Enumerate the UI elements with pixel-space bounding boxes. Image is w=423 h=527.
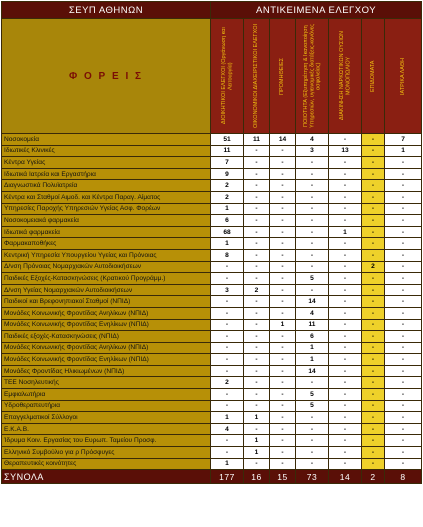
table-row xyxy=(2,400,422,412)
table-cell: 14 xyxy=(296,365,329,377)
left-title: ΣΕΥΠ ΑΘΗΝΩΝ xyxy=(2,2,211,19)
table-cell: - xyxy=(244,389,270,401)
table-cell: - xyxy=(385,342,422,354)
table-cell: - xyxy=(244,354,270,366)
table-cell: - xyxy=(362,319,385,331)
table-cell: - xyxy=(296,249,329,261)
table-cell: 8 xyxy=(211,249,244,261)
table-row xyxy=(2,203,422,215)
table-cell: - xyxy=(211,389,244,401)
table-cell: 2 xyxy=(211,377,244,389)
table-cell: - xyxy=(385,296,422,308)
table-cell: - xyxy=(244,168,270,180)
table-cell: 9 xyxy=(211,168,244,180)
row-label: Μονάδες Κοινωνικής Φροντίδας Ενηλίκων (ΝΠΙΔ) xyxy=(2,354,211,366)
table-cell: 1 xyxy=(211,458,244,470)
table-cell: 2 xyxy=(211,180,244,192)
table-cell: - xyxy=(385,389,422,401)
table-cell: - xyxy=(296,423,329,435)
table-cell: - xyxy=(244,307,270,319)
total-cell: 177 xyxy=(211,470,244,484)
table-cell: - xyxy=(296,191,329,203)
totals-row xyxy=(2,470,422,484)
table-cell: - xyxy=(362,412,385,424)
row-label: Ιδιωτικά φαρμακεία xyxy=(2,226,211,238)
column-header-4-text: ΠΟΙΟΤΗΤΑ (Εξυπηρέτηση & Ικανοποίηση Υπηρεσιών, υγιεινομικές διατάξεις-κανόνες ασφαλείας) xyxy=(302,24,322,128)
table-row xyxy=(2,412,422,424)
table-cell: 7 xyxy=(385,134,422,146)
table-cell: - xyxy=(385,226,422,238)
table-cell: - xyxy=(329,389,362,401)
table-row xyxy=(2,157,422,169)
table-cell: - xyxy=(296,447,329,459)
table-cell: 1 xyxy=(211,203,244,215)
row-label: Δ/νση Υγείας Νομαρχιακών Αυτοδιοικήσεων xyxy=(2,284,211,296)
table-cell: - xyxy=(362,307,385,319)
table-cell: - xyxy=(329,191,362,203)
table-cell: - xyxy=(270,180,296,192)
table-cell: - xyxy=(362,134,385,146)
table-cell: 2 xyxy=(244,284,270,296)
row-label: Ιδιωτικά Ιατρεία και Εργαστήρια xyxy=(2,168,211,180)
table-cell: - xyxy=(270,249,296,261)
table-cell: 1 xyxy=(385,145,422,157)
table-row xyxy=(2,145,422,157)
table-cell: - xyxy=(296,435,329,447)
table-cell: 4 xyxy=(296,134,329,146)
table-cell: - xyxy=(362,342,385,354)
table-cell: - xyxy=(385,447,422,459)
table-cell: - xyxy=(329,458,362,470)
column-header-7 xyxy=(385,19,422,134)
table-row xyxy=(2,435,422,447)
table-cell: - xyxy=(329,365,362,377)
table-cell: - xyxy=(385,423,422,435)
table-cell: - xyxy=(362,203,385,215)
table-cell: 5 xyxy=(296,389,329,401)
column-header-1 xyxy=(211,19,244,134)
table-cell: - xyxy=(362,296,385,308)
table-cell: - xyxy=(385,377,422,389)
table-row xyxy=(2,134,422,146)
table-cell: - xyxy=(244,215,270,227)
table-cell: - xyxy=(270,331,296,343)
table-cell: - xyxy=(270,365,296,377)
table-cell: - xyxy=(362,284,385,296)
table-cell: - xyxy=(211,307,244,319)
table-cell: - xyxy=(329,249,362,261)
table-cell: - xyxy=(329,435,362,447)
table-cell: - xyxy=(385,319,422,331)
table-row xyxy=(2,389,422,401)
total-cell: 15 xyxy=(270,470,296,484)
table-cell: - xyxy=(329,273,362,285)
table-cell: - xyxy=(211,400,244,412)
row-label: Κέντρα και Σταθμοί Αιμοδ. και Κέντρα Παραγ. Αίματος xyxy=(2,191,211,203)
table-row xyxy=(2,354,422,366)
table-cell: - xyxy=(211,354,244,366)
table-cell: - xyxy=(244,273,270,285)
row-label: Ιδιωτικές Κλινικές xyxy=(2,145,211,157)
total-cell: 8 xyxy=(385,470,422,484)
table-cell: 13 xyxy=(329,145,362,157)
table-cell: - xyxy=(270,342,296,354)
table-cell: - xyxy=(270,157,296,169)
table-cell: - xyxy=(329,377,362,389)
table-cell: 2 xyxy=(211,191,244,203)
row-label: Υπηρεσίες Παροχής Υπηρεσιών Υγείας Ασφ. Φορέων xyxy=(2,203,211,215)
table-cell: - xyxy=(244,145,270,157)
row-label: Υδροθεραπευτήρια xyxy=(2,400,211,412)
table-cell: - xyxy=(362,238,385,250)
table-cell: - xyxy=(296,203,329,215)
row-label: Διαγνωστικά Πολυϊατρεία xyxy=(2,180,211,192)
column-header-6-text: ΕΠΙΔΟΜΑΤΑ xyxy=(369,60,376,92)
table-cell: - xyxy=(329,447,362,459)
column-header-5 xyxy=(329,19,362,134)
table-cell: 3 xyxy=(211,284,244,296)
row-label: Ελληνικό Συμβούλιο για ρ Πρόσφυγες xyxy=(2,447,211,459)
table-row xyxy=(2,423,422,435)
row-label: Επαγγελματικοί Σύλλογοι xyxy=(2,412,211,424)
title-band xyxy=(2,2,422,19)
row-label: ΤΕΕ Νοσηλευτικής xyxy=(2,377,211,389)
table-row xyxy=(2,296,422,308)
table-cell: - xyxy=(385,458,422,470)
table-cell: - xyxy=(211,447,244,459)
table-cell: - xyxy=(244,296,270,308)
table-cell: - xyxy=(296,168,329,180)
table-cell: - xyxy=(385,180,422,192)
table-cell: 5 xyxy=(296,273,329,285)
table-cell: - xyxy=(385,412,422,424)
table-row xyxy=(2,365,422,377)
table-cell: - xyxy=(270,354,296,366)
table-cell: 14 xyxy=(270,134,296,146)
foreis-label: Φ Ο Ρ Ε Ι Σ xyxy=(2,19,211,134)
total-cell: 73 xyxy=(296,470,329,484)
table-row xyxy=(2,261,422,273)
table-cell: - xyxy=(385,435,422,447)
column-header-1-text: ΔΙΟΙΚΗΤΙΚΟΙ ΕΛΕΓΧΟΙ (Οργάνωση και Λειτουργία) xyxy=(220,27,233,125)
table-cell: - xyxy=(329,261,362,273)
column-header-4 xyxy=(296,19,329,134)
table-cell: - xyxy=(385,284,422,296)
table-cell: - xyxy=(244,191,270,203)
table-row xyxy=(2,249,422,261)
row-label: Νοσοκομεία xyxy=(2,134,211,146)
table-cell: - xyxy=(270,377,296,389)
table-cell: - xyxy=(270,458,296,470)
table-cell: - xyxy=(270,435,296,447)
table-row xyxy=(2,215,422,227)
total-cell: 2 xyxy=(362,470,385,484)
table-cell: - xyxy=(296,215,329,227)
table-cell: - xyxy=(244,249,270,261)
table-row xyxy=(2,331,422,343)
table-cell: - xyxy=(362,215,385,227)
table-cell: - xyxy=(244,203,270,215)
table-cell: 6 xyxy=(296,331,329,343)
table-cell: - xyxy=(244,261,270,273)
table-cell: 1 xyxy=(270,319,296,331)
table-row xyxy=(2,168,422,180)
table-cell: - xyxy=(270,307,296,319)
table-cell: - xyxy=(329,307,362,319)
table-cell: - xyxy=(362,168,385,180)
table-cell: 68 xyxy=(211,226,244,238)
table-row xyxy=(2,447,422,459)
table-cell: - xyxy=(329,168,362,180)
table-cell: - xyxy=(270,168,296,180)
table-cell: - xyxy=(362,331,385,343)
table-row xyxy=(2,377,422,389)
table-cell: 5 xyxy=(296,400,329,412)
table-cell: - xyxy=(362,354,385,366)
table-cell: - xyxy=(244,180,270,192)
table-cell: - xyxy=(385,238,422,250)
column-header-3-text: ΠΡΟΜΗΘΕΙΕΣ xyxy=(279,57,286,95)
inspection-table xyxy=(1,1,422,484)
table-cell: - xyxy=(362,400,385,412)
table-row xyxy=(2,273,422,285)
table-cell: - xyxy=(270,191,296,203)
table-cell: - xyxy=(270,389,296,401)
table-cell: - xyxy=(362,377,385,389)
table-cell: 1 xyxy=(296,354,329,366)
table-cell: - xyxy=(385,191,422,203)
table-row xyxy=(2,307,422,319)
table-cell: 1 xyxy=(296,342,329,354)
table-cell: - xyxy=(362,180,385,192)
table-cell: - xyxy=(385,365,422,377)
table-cell: - xyxy=(270,273,296,285)
table-cell: - xyxy=(211,342,244,354)
column-header-3 xyxy=(270,19,296,134)
row-label: Εμφιαλωτήρια xyxy=(2,389,211,401)
table-cell: 3 xyxy=(296,145,329,157)
table-cell: - xyxy=(362,365,385,377)
total-cell: 16 xyxy=(244,470,270,484)
row-label: Μονάδες Κοινωνικής Φροντίδας Ανηλίκων (ΝΠΙΔ) xyxy=(2,307,211,319)
table-cell: - xyxy=(362,157,385,169)
table-cell: - xyxy=(329,331,362,343)
table-cell: - xyxy=(329,412,362,424)
table-cell: - xyxy=(270,261,296,273)
table-cell: - xyxy=(385,157,422,169)
table-cell: - xyxy=(270,145,296,157)
table-cell: - xyxy=(296,261,329,273)
row-label: Παιδικοί και Βρεφονηπιακοί Σταθμοί (ΝΠΙΔ) xyxy=(2,296,211,308)
row-label: Μονάδες Κοινωνικής Φροντίδας Ενηλίκων (ΝΠΙΔ) xyxy=(2,319,211,331)
row-label: Θεραπευτικές κοινότητες xyxy=(2,458,211,470)
table-cell: - xyxy=(244,319,270,331)
row-label: Δ/νση Πρόνοιας Νομαρχιακών Αυτοδιοικήσεων xyxy=(2,261,211,273)
table-cell: 14 xyxy=(296,296,329,308)
table-cell: - xyxy=(296,180,329,192)
table-cell: - xyxy=(362,458,385,470)
table-cell: - xyxy=(385,307,422,319)
table-cell: - xyxy=(362,389,385,401)
row-label: Ίδρυμα Κοιν. Εργασίας του Ευρωπ. Ταμείου Προσφ. xyxy=(2,435,211,447)
table-cell: - xyxy=(362,273,385,285)
table-cell: 4 xyxy=(296,307,329,319)
table-cell: 4 xyxy=(211,423,244,435)
table-cell: - xyxy=(362,447,385,459)
table-cell: - xyxy=(270,447,296,459)
table-cell: - xyxy=(329,296,362,308)
table-cell: - xyxy=(329,215,362,227)
table-cell: - xyxy=(296,157,329,169)
table-cell: - xyxy=(244,423,270,435)
table-cell: - xyxy=(244,377,270,389)
table-row xyxy=(2,226,422,238)
table-cell: - xyxy=(211,365,244,377)
table-cell: 11 xyxy=(244,134,270,146)
table-row xyxy=(2,342,422,354)
row-label: Μονάδες Φροντίδας Ηλικιωμένων (ΝΠΙΔ) xyxy=(2,365,211,377)
table-cell: 1 xyxy=(211,412,244,424)
table-cell: - xyxy=(270,284,296,296)
table-cell: - xyxy=(385,400,422,412)
table-cell: - xyxy=(211,296,244,308)
table-cell: - xyxy=(270,203,296,215)
table-cell: 6 xyxy=(211,215,244,227)
table-cell: - xyxy=(270,238,296,250)
row-label: Κεντρική Υπηρεσία Υπουργείου Υγείας και Πρόνοιας xyxy=(2,249,211,261)
table-row xyxy=(2,319,422,331)
table-cell: 1 xyxy=(244,447,270,459)
table-cell: - xyxy=(329,238,362,250)
totals-label: ΣΥΝΟΛΑ xyxy=(2,470,211,484)
row-label: Μονάδες Κοινωνικής Φροντίδας Ανηλίκων (ΝΠΙΔ) xyxy=(2,342,211,354)
table-cell: - xyxy=(270,412,296,424)
table-row xyxy=(2,238,422,250)
table-cell: - xyxy=(385,354,422,366)
table-cell: - xyxy=(211,261,244,273)
table-cell: - xyxy=(211,331,244,343)
table-cell: - xyxy=(329,180,362,192)
table-cell: - xyxy=(211,319,244,331)
table-cell: - xyxy=(296,377,329,389)
table-cell: - xyxy=(385,273,422,285)
table-cell: 1 xyxy=(244,412,270,424)
table-cell: - xyxy=(362,145,385,157)
table-cell: - xyxy=(270,423,296,435)
row-label: Κέντρα Υγείας xyxy=(2,157,211,169)
column-header-row xyxy=(2,19,422,134)
row-label: Φαρμακαποθήκες xyxy=(2,238,211,250)
column-header-5-text: ΔΙΑΚΙΝΗΣΗ ΝΑΡΚΩΤΙΚΩΝ ΟΥΣΙΩΝ ΜΟΝΟΠΩΛΙΟΥ xyxy=(338,31,351,121)
table-cell: - xyxy=(296,238,329,250)
table-cell: - xyxy=(296,226,329,238)
table-cell: - xyxy=(385,203,422,215)
column-header-7-text: ΙΑΤΡΙΚΑ ΛΑΘΗ xyxy=(399,57,406,95)
table-row xyxy=(2,191,422,203)
table-cell: - xyxy=(362,249,385,261)
table-row xyxy=(2,180,422,192)
table-cell: - xyxy=(270,296,296,308)
row-label: Νοσοκομειακά φαρμακεία xyxy=(2,215,211,227)
table-cell: - xyxy=(244,331,270,343)
table-cell: - xyxy=(362,226,385,238)
table-cell: - xyxy=(385,261,422,273)
table-cell: - xyxy=(329,354,362,366)
table-cell: - xyxy=(329,134,362,146)
table-cell: - xyxy=(270,400,296,412)
table-row xyxy=(2,458,422,470)
table-cell: - xyxy=(211,435,244,447)
table-cell: - xyxy=(329,284,362,296)
table-cell: - xyxy=(296,284,329,296)
table-cell: - xyxy=(211,273,244,285)
column-header-6 xyxy=(362,19,385,134)
table-cell: 1 xyxy=(211,238,244,250)
table-cell: - xyxy=(385,168,422,180)
table-cell: - xyxy=(244,238,270,250)
table-cell: 1 xyxy=(244,435,270,447)
table-cell: - xyxy=(296,412,329,424)
table-cell: - xyxy=(385,215,422,227)
table-cell: - xyxy=(385,249,422,261)
right-title: ΑΝΤΙΚΕΙΜΕΝΑ ΕΛΕΓΧΟΥ xyxy=(211,2,422,19)
row-label: Ε.Κ.Α.Β. xyxy=(2,423,211,435)
table-cell: 7 xyxy=(211,157,244,169)
table-cell: - xyxy=(362,435,385,447)
table-cell: - xyxy=(362,191,385,203)
column-header-2 xyxy=(244,19,270,134)
column-header-2-text: ΟΙΚΟΝΟΜΙΚΟΙ ΔΙΑΧΕΙΡΙΣΤΙΚΟΙ ΕΛΕΓΧΟΙ xyxy=(253,23,260,129)
table-cell: - xyxy=(296,458,329,470)
table-cell: 1 xyxy=(329,226,362,238)
table-cell: - xyxy=(244,400,270,412)
table-row xyxy=(2,284,422,296)
table-cell: - xyxy=(329,423,362,435)
table-cell: 11 xyxy=(211,145,244,157)
row-label: Παιδικές Εξοχές-Κατασκηνώσεις (Κρατικού Προγράμμ.) xyxy=(2,273,211,285)
table-cell: - xyxy=(244,458,270,470)
table-cell: - xyxy=(244,157,270,169)
table-cell: - xyxy=(244,342,270,354)
table-cell: - xyxy=(270,226,296,238)
table-cell: - xyxy=(270,215,296,227)
row-label: Παιδικές εξοχές-Κατασκηνώσεις (ΝΠΙΔ) xyxy=(2,331,211,343)
total-cell: 14 xyxy=(329,470,362,484)
table-cell: - xyxy=(362,423,385,435)
table-cell: - xyxy=(385,331,422,343)
table-cell: - xyxy=(329,203,362,215)
table-cell: - xyxy=(329,319,362,331)
table-cell: - xyxy=(244,226,270,238)
table-cell: 51 xyxy=(211,134,244,146)
table-cell: - xyxy=(329,157,362,169)
table-cell: - xyxy=(329,342,362,354)
table-cell: - xyxy=(244,365,270,377)
table-cell: 11 xyxy=(296,319,329,331)
table-cell: - xyxy=(329,400,362,412)
table-cell: 2 xyxy=(362,261,385,273)
